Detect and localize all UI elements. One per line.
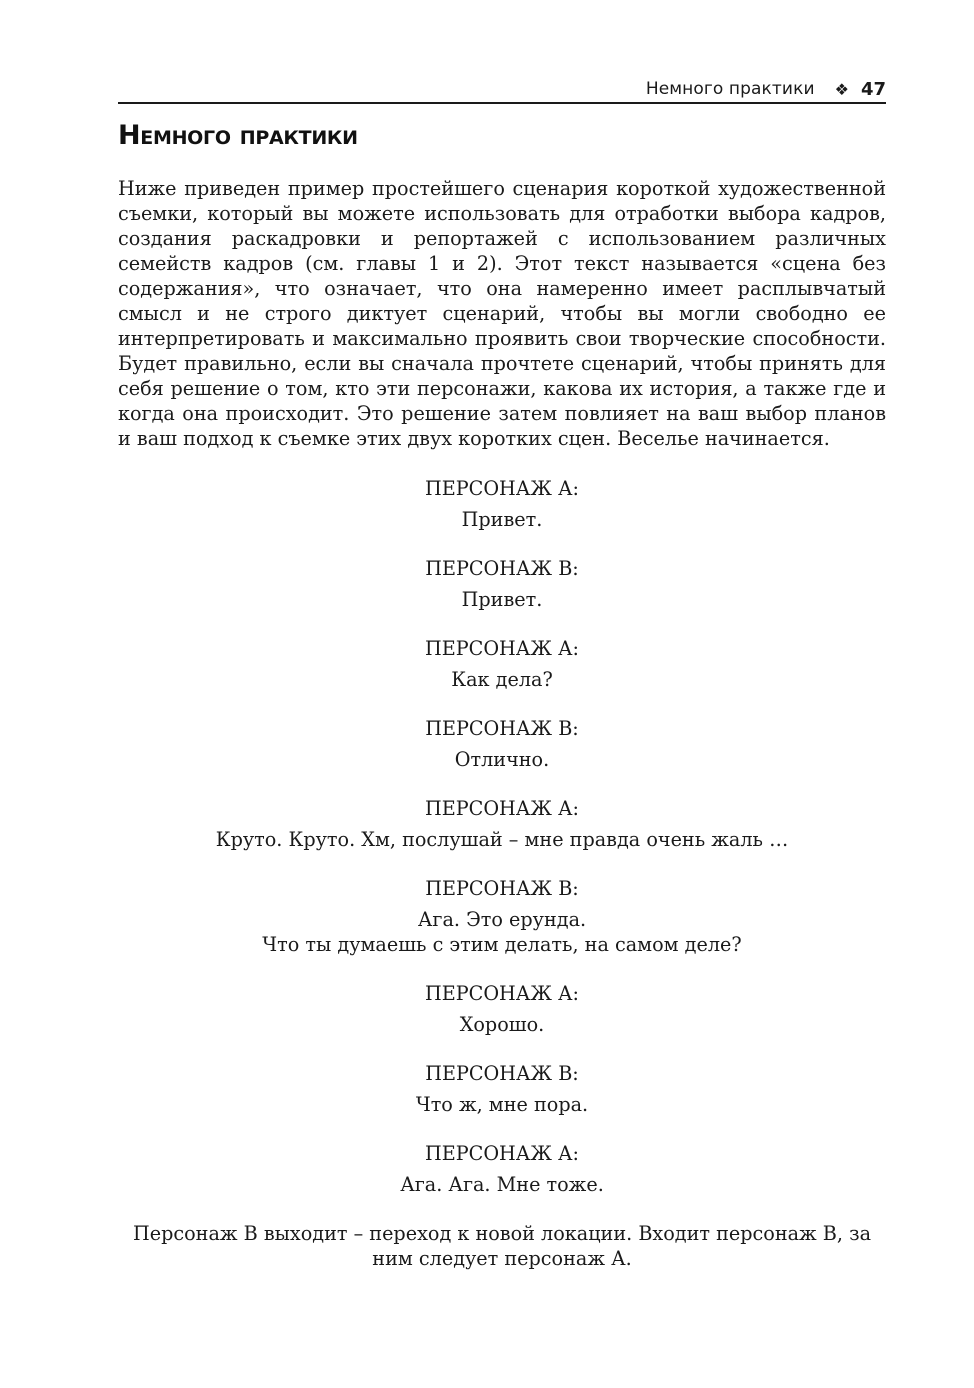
running-head (118, 76, 886, 102)
speaker-name: ПЕРСОНАЖ А: (425, 1142, 579, 1165)
speaker-name: ПЕРСОНАЖ А: (425, 982, 579, 1005)
section-title: Немного практики (118, 120, 358, 151)
speaker-name: ПЕРСОНАЖ А: (425, 797, 579, 820)
dialogue-line: Ага. Ага. Мне тоже. (400, 1173, 604, 1196)
dialogue-line: Что ж, мне пора. (415, 1093, 589, 1116)
dialogue-block (118, 1141, 886, 1197)
intro-paragraph: Ниже приведен пример простейшего сценария короткой художественной съемки, который вы можете использовать для отработки выбора кадров, создания раскадровки и репортажей с использованием различных семейств кадров (см. главы 1 и 2). Этот текст называется «сцена без содержания», что означает, что она намеренно имеет расплывчатый смысл и не строго диктует сценарий, чтобы вы могли свободно ее интерпретировать и максимально проявить свои творческие способности. Будет правильно, если вы сначала прочтете сценарий, чтобы принять для себя решение о том, кто эти персонажи, какова их история, а также где и когда она происходит. Это решение затем повлияет на ваш выбор планов и ваш подход к съемке этих двух коротких сцен. Веселье начинается. (118, 177, 886, 450)
header-rule (118, 102, 886, 104)
dialogue-block (118, 1061, 886, 1117)
page-number: 47 (860, 78, 886, 100)
dialogue-line: Что ты думаешь с этим делать, на самом деле? (262, 933, 742, 956)
dialogue-line: Как дела? (451, 668, 553, 691)
dialogue-block (118, 716, 886, 772)
dialogue-line: Круто. Круто. Хм, послушай – мне правда очень жаль … (215, 828, 789, 851)
dialogue-block (118, 476, 886, 532)
dialogue-block (118, 636, 886, 692)
running-title: Немного практики (645, 79, 815, 99)
stage-direction: Персонаж В выходит – переход к новой локации. Входит персонаж В, за ним следует персонаж А. (132, 1222, 872, 1270)
speaker-name: ПЕРСОНАЖ А: (425, 637, 579, 660)
dialogue-block (118, 796, 886, 852)
dialogue-line: Привет. (461, 588, 543, 611)
dialogue-block (118, 876, 886, 957)
dialogue-block (118, 981, 886, 1037)
dialogue-line: Отлично. (454, 748, 550, 771)
dialogue-line: Привет. (461, 508, 543, 531)
dialogue-block (118, 556, 886, 612)
speaker-name: ПЕРСОНАЖ В: (425, 717, 579, 740)
dialogue-line: Ага. Это ерунда. (417, 908, 587, 931)
speaker-name: ПЕРСОНАЖ В: (425, 877, 579, 900)
fleuron-icon: ❖ (834, 79, 849, 99)
speaker-name: ПЕРСОНАЖ А: (425, 477, 579, 500)
dialogue-line: Хорошо. (459, 1013, 545, 1036)
speaker-name: ПЕРСОНАЖ В: (425, 1062, 579, 1085)
speaker-name: ПЕРСОНАЖ В: (425, 557, 579, 580)
screenplay (118, 476, 886, 1271)
